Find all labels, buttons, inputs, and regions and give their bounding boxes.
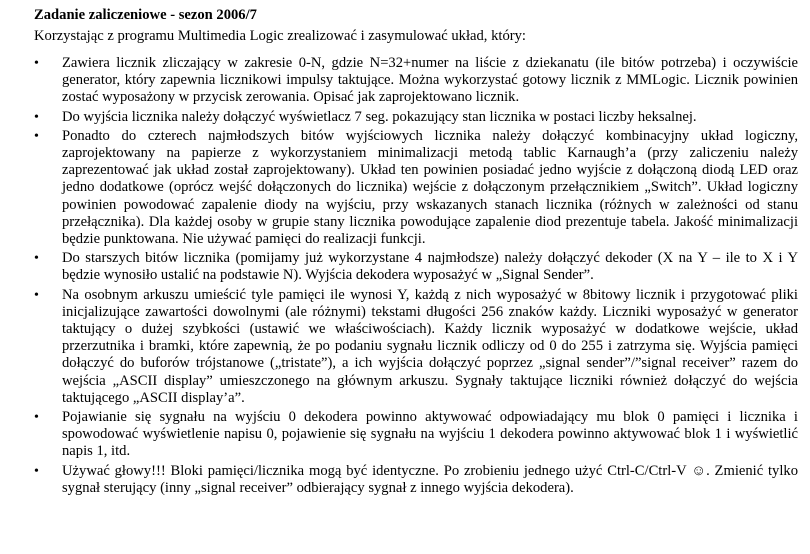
- bullet-icon: •: [34, 287, 39, 303]
- list-item-text: Na osobnym arkuszu umieścić tyle pamięci ile wynosi Y, każdą z nich wyposażyć w 8bitowy licznik i przygotować pliki inicjalizujące zawartości dowolnymi (ale różnymi) tekstami długości 256 znaków każdy. Liczniki wyposażyć w generator taktujący o dużej szybkości (ustawić we właściwościach). Każdy licznik wyposażyć w dodatkowe wejście, układ przerzutnika i bramki, które zapewnią, że po podaniu sygnału licznik odliczy od 0 do 255 i zatrzyma się. Wyjścia pamięci dołączyć do buforów trójstanowe („tristate”), a ich wyjścia dołączyć poprzez „signal sender”/”signal receiver” razem do wejścia „ASCII display” umieszczonego na głównym arkuszu. Sygnały taktujące liczniki również dołączyć do wejścia taktującego „ASCII display’a”.: [62, 286, 798, 406]
- intro-paragraph: Korzystając z programu Multimedia Logic zrealizować i zasymulować układ, który:: [34, 28, 526, 44]
- list-item: [34, 128, 798, 248]
- list-item-text: Do wyjścia licznika należy dołączyć wyświetlacz 7 seg. pokazujący stan licznika w postaci liczby heksalnej.: [62, 108, 697, 125]
- document-title: Zadanie zaliczeniowe - sezon 2006/7: [34, 7, 257, 23]
- list-item-text: Do starszych bitów licznika (pomijamy już wykorzystane 4 najmłodsze) należy dołączyć dekoder (X na Y – ile to X i Y będzie wynosiło ustalić na podstawie N). Wyjścia dekodera wyposażyć w „Signal Sender”.: [62, 250, 798, 284]
- list-item: [34, 409, 798, 461]
- bullet-icon: •: [34, 56, 39, 71]
- list-item-text: Pojawianie się sygnału na wyjściu 0 dekodera powinno aktywować odpowiadający mu blok 0 pamięci i licznika i spowodować wyświetlenie napisu 0, pojawienie się sygnału na wyjściu 1 dekodera powinno aktywować blok 1 i wyświetlić napis 1, itd.: [62, 409, 798, 460]
- requirements-list: [34, 55, 798, 497]
- bullet-icon: •: [34, 463, 39, 479]
- list-item-text: Ponadto do czterech najmłodszych bitów wyjściowych licznika należy dołączyć kombinacyjny układ logiczny, zaprojektowany na papierze z wykorzystaniem minimalizacji metodą tablic Karnaugh’a (przy zaliczeniu należy zaprezentować jak układ został zaprojektowany). Układ ten powinien posiadać jedno wyjście z dołączoną diodą LED oraz jedno dodatkowe (oprócz wejść dołączonych do licznika) wejście z dołączonym przełącznikiem „Switch”. Układ logiczny powinien powodować zapalenie diody na wyjściu, przy wskazanych stanach licznika (różnych w zależności od stanu przełącznika). Dla każdej osoby w grupie stany licznika powodujące zapalenie diod prezentuje tabela. Jakość minimalizacji będzie punktowana. Nie używać pamięci do realizacji funkcji.: [62, 127, 798, 248]
- bullet-icon: •: [34, 109, 39, 125]
- list-item: [34, 55, 798, 107]
- list-item: [34, 463, 798, 497]
- list-item-text: Zawiera licznik zliczający w zakresie 0-N, gdzie N=32+numer na liście z dziekanatu (ile bitów potrzeba) i oczywiście generator, który zapewnia licznikowi impulsy taktujące. Można wykorzystać gotowy licznik z MMLogic. Licznik powinien zostać wyposażony w przycisk zerowania. Opisać jak zaprojektowano licznik.: [62, 55, 798, 106]
- bullet-icon: •: [34, 128, 39, 144]
- bullet-icon: •: [34, 410, 39, 426]
- list-item-text: Używać głowy!!! Bloki pamięci/licznika mogą być identyczne. Po zrobieniu jednego użyć Ctrl-C/Ctrl-V ☺. Zmienić tylko sygnał sterujący (inny „signal receiver” odbierający sygnał z innego wyjścia dekodera).: [62, 462, 798, 496]
- list-item: [34, 287, 798, 407]
- list-item: [34, 250, 798, 284]
- list-item: [34, 109, 798, 126]
- bullet-icon: •: [34, 251, 39, 267]
